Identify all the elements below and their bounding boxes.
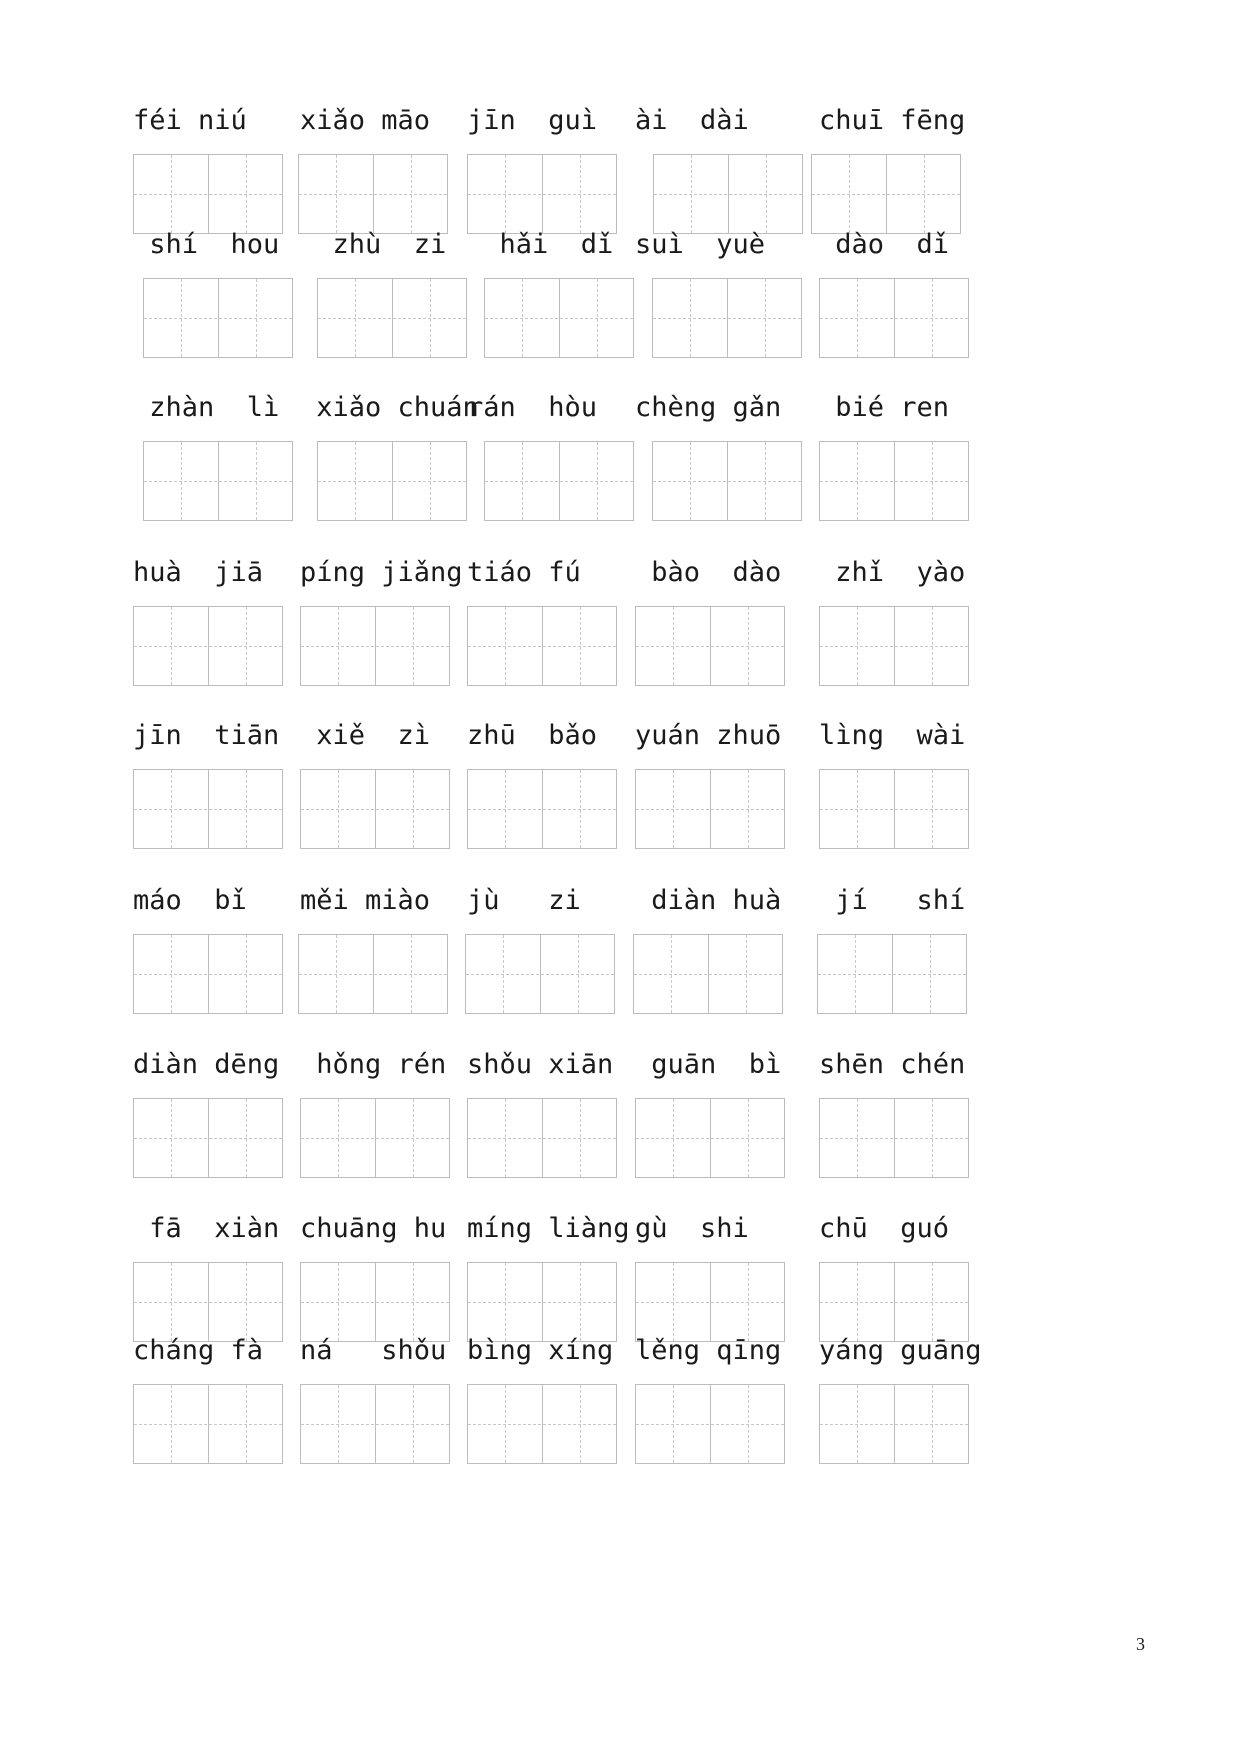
grid-guide-line: [134, 646, 282, 647]
writing-grid-box[interactable]: [467, 1098, 617, 1178]
writing-grid-box[interactable]: [467, 154, 617, 234]
writing-grid-box[interactable]: [819, 441, 969, 521]
grid-guide-line: [653, 481, 801, 482]
pinyin-label: jù zi: [467, 885, 581, 916]
grid-guide-line: [653, 318, 801, 319]
writing-grid-box[interactable]: [467, 1262, 617, 1342]
pinyin-label: chū guó: [819, 1213, 950, 1244]
pinyin-label: yáng guāng: [819, 1335, 982, 1366]
pinyin-label: chuāng hu: [300, 1213, 447, 1244]
grid-guide-line: [134, 1302, 282, 1303]
pinyin-label: rán hòu: [467, 392, 598, 423]
grid-guide-line: [636, 646, 784, 647]
grid-guide-line: [144, 481, 292, 482]
pinyin-label: měi miào: [300, 885, 431, 916]
writing-grid-box[interactable]: [133, 934, 283, 1014]
grid-guide-line: [636, 1138, 784, 1139]
pinyin-label: diàn huà: [635, 885, 782, 916]
writing-grid-box[interactable]: [635, 1262, 785, 1342]
pinyin-label: lěng qīng: [635, 1335, 782, 1366]
pinyin-label: diàn dēng: [133, 1049, 280, 1080]
writing-grid-box[interactable]: [143, 441, 293, 521]
grid-guide-line: [466, 974, 614, 975]
pinyin-label: zhù zi: [300, 229, 447, 260]
grid-guide-line: [485, 318, 633, 319]
grid-guide-line: [820, 1138, 968, 1139]
writing-grid-box[interactable]: [819, 1098, 969, 1178]
writing-grid-box[interactable]: [133, 1098, 283, 1178]
writing-grid-box[interactable]: [300, 606, 450, 686]
pinyin-label: huà jiā: [133, 557, 264, 588]
writing-grid-box[interactable]: [467, 769, 617, 849]
pinyin-label: bié ren: [819, 392, 950, 423]
grid-guide-line: [820, 1302, 968, 1303]
writing-grid-box[interactable]: [300, 1098, 450, 1178]
grid-guide-line: [820, 318, 968, 319]
grid-guide-line: [134, 1138, 282, 1139]
writing-grid-box[interactable]: [465, 934, 615, 1014]
pinyin-label: máo bǐ: [133, 885, 247, 916]
writing-grid-box[interactable]: [652, 278, 802, 358]
pinyin-label: bìng xíng: [467, 1335, 614, 1366]
writing-grid-box[interactable]: [133, 606, 283, 686]
pinyin-label: hǒng rén: [300, 1049, 447, 1080]
pinyin-label: zhǐ yào: [819, 557, 966, 588]
grid-guide-line: [134, 809, 282, 810]
grid-guide-line: [318, 318, 466, 319]
writing-grid-box[interactable]: [298, 154, 448, 234]
writing-grid-box[interactable]: [635, 1098, 785, 1178]
grid-guide-line: [636, 1424, 784, 1425]
writing-grid-box[interactable]: [133, 769, 283, 849]
grid-guide-line: [299, 974, 447, 975]
pinyin-label: shǒu xiān: [467, 1049, 614, 1080]
pinyin-label: píng jiǎng: [300, 557, 463, 588]
grid-guide-line: [485, 481, 633, 482]
writing-grid-box[interactable]: [133, 1384, 283, 1464]
pinyin-label: yuán zhuō: [635, 720, 782, 751]
writing-grid-box[interactable]: [635, 769, 785, 849]
grid-guide-line: [134, 974, 282, 975]
grid-guide-line: [301, 646, 449, 647]
pinyin-label: xiǎo māo: [300, 105, 431, 136]
grid-guide-line: [634, 974, 782, 975]
pinyin-label: jīn tiān: [133, 720, 280, 751]
pinyin-label: guān bì: [635, 1049, 782, 1080]
writing-grid-box[interactable]: [819, 769, 969, 849]
writing-grid-box[interactable]: [317, 278, 467, 358]
pinyin-label: shēn chén: [819, 1049, 966, 1080]
pinyin-label: ài dài: [635, 105, 749, 136]
writing-grid-box[interactable]: [484, 278, 634, 358]
grid-guide-line: [299, 194, 447, 195]
writing-grid-box[interactable]: [819, 278, 969, 358]
writing-grid-box[interactable]: [817, 934, 967, 1014]
pinyin-label: zhàn lì: [133, 392, 280, 423]
writing-grid-box[interactable]: [133, 154, 283, 234]
writing-grid-box[interactable]: [300, 769, 450, 849]
pinyin-label: xiě zì: [300, 720, 431, 751]
pinyin-label: tiáo fú: [467, 557, 581, 588]
grid-guide-line: [820, 646, 968, 647]
writing-grid-box[interactable]: [298, 934, 448, 1014]
writing-grid-box[interactable]: [484, 441, 634, 521]
writing-grid-box[interactable]: [653, 154, 803, 234]
grid-guide-line: [144, 318, 292, 319]
pinyin-label: hǎi dǐ: [467, 229, 614, 260]
grid-guide-line: [820, 481, 968, 482]
pinyin-label: shí hou: [133, 229, 280, 260]
grid-guide-line: [636, 809, 784, 810]
pinyin-label: cháng fà: [133, 1335, 264, 1366]
grid-guide-line: [468, 809, 616, 810]
grid-guide-line: [301, 1138, 449, 1139]
grid-guide-line: [818, 974, 966, 975]
grid-guide-line: [468, 194, 616, 195]
pinyin-label: chèng gǎn: [635, 392, 782, 423]
writing-grid-box[interactable]: [811, 154, 961, 234]
pinyin-label: xiǎo chuán: [300, 392, 479, 423]
grid-guide-line: [468, 1424, 616, 1425]
grid-guide-line: [134, 194, 282, 195]
grid-guide-line: [820, 1424, 968, 1425]
pinyin-label: suì yuè: [635, 229, 766, 260]
writing-grid-box[interactable]: [819, 606, 969, 686]
writing-grid-box[interactable]: [300, 1262, 450, 1342]
writing-grid-box[interactable]: [819, 1384, 969, 1464]
writing-grid-box[interactable]: [652, 441, 802, 521]
grid-guide-line: [468, 1138, 616, 1139]
pinyin-label: lìng wài: [819, 720, 966, 751]
grid-guide-line: [636, 1302, 784, 1303]
writing-grid-box[interactable]: [819, 1262, 969, 1342]
grid-guide-line: [301, 809, 449, 810]
writing-grid-box[interactable]: [133, 1262, 283, 1342]
page-number: 3: [1136, 1634, 1145, 1654]
pinyin-label: fā xiàn: [133, 1213, 280, 1244]
pinyin-label: míng liàng: [467, 1213, 630, 1244]
pinyin-label: féi niú: [133, 105, 247, 136]
pinyin-label: jí shí: [819, 885, 966, 916]
grid-guide-line: [468, 1302, 616, 1303]
grid-guide-line: [301, 1424, 449, 1425]
pinyin-label: chuī fēng: [819, 105, 966, 136]
grid-guide-line: [318, 481, 466, 482]
writing-grid-box[interactable]: [467, 1384, 617, 1464]
writing-grid-box[interactable]: [467, 606, 617, 686]
pinyin-label: dào dǐ: [819, 229, 950, 260]
grid-guide-line: [134, 1424, 282, 1425]
pinyin-label: gù shi: [635, 1213, 749, 1244]
grid-guide-line: [301, 1302, 449, 1303]
writing-grid-box[interactable]: [143, 278, 293, 358]
pinyin-label: jīn guì: [467, 105, 598, 136]
writing-grid-box[interactable]: [317, 441, 467, 521]
pinyin-label: zhū bǎo: [467, 720, 598, 751]
writing-grid-box[interactable]: [633, 934, 783, 1014]
grid-guide-line: [468, 646, 616, 647]
writing-grid-box[interactable]: [635, 606, 785, 686]
grid-guide-line: [654, 194, 802, 195]
grid-guide-line: [812, 194, 960, 195]
writing-grid-box[interactable]: [300, 1384, 450, 1464]
grid-guide-line: [820, 809, 968, 810]
writing-grid-box[interactable]: [635, 1384, 785, 1464]
pinyin-label: ná shǒu: [300, 1335, 447, 1366]
pinyin-label: bào dào: [635, 557, 782, 588]
